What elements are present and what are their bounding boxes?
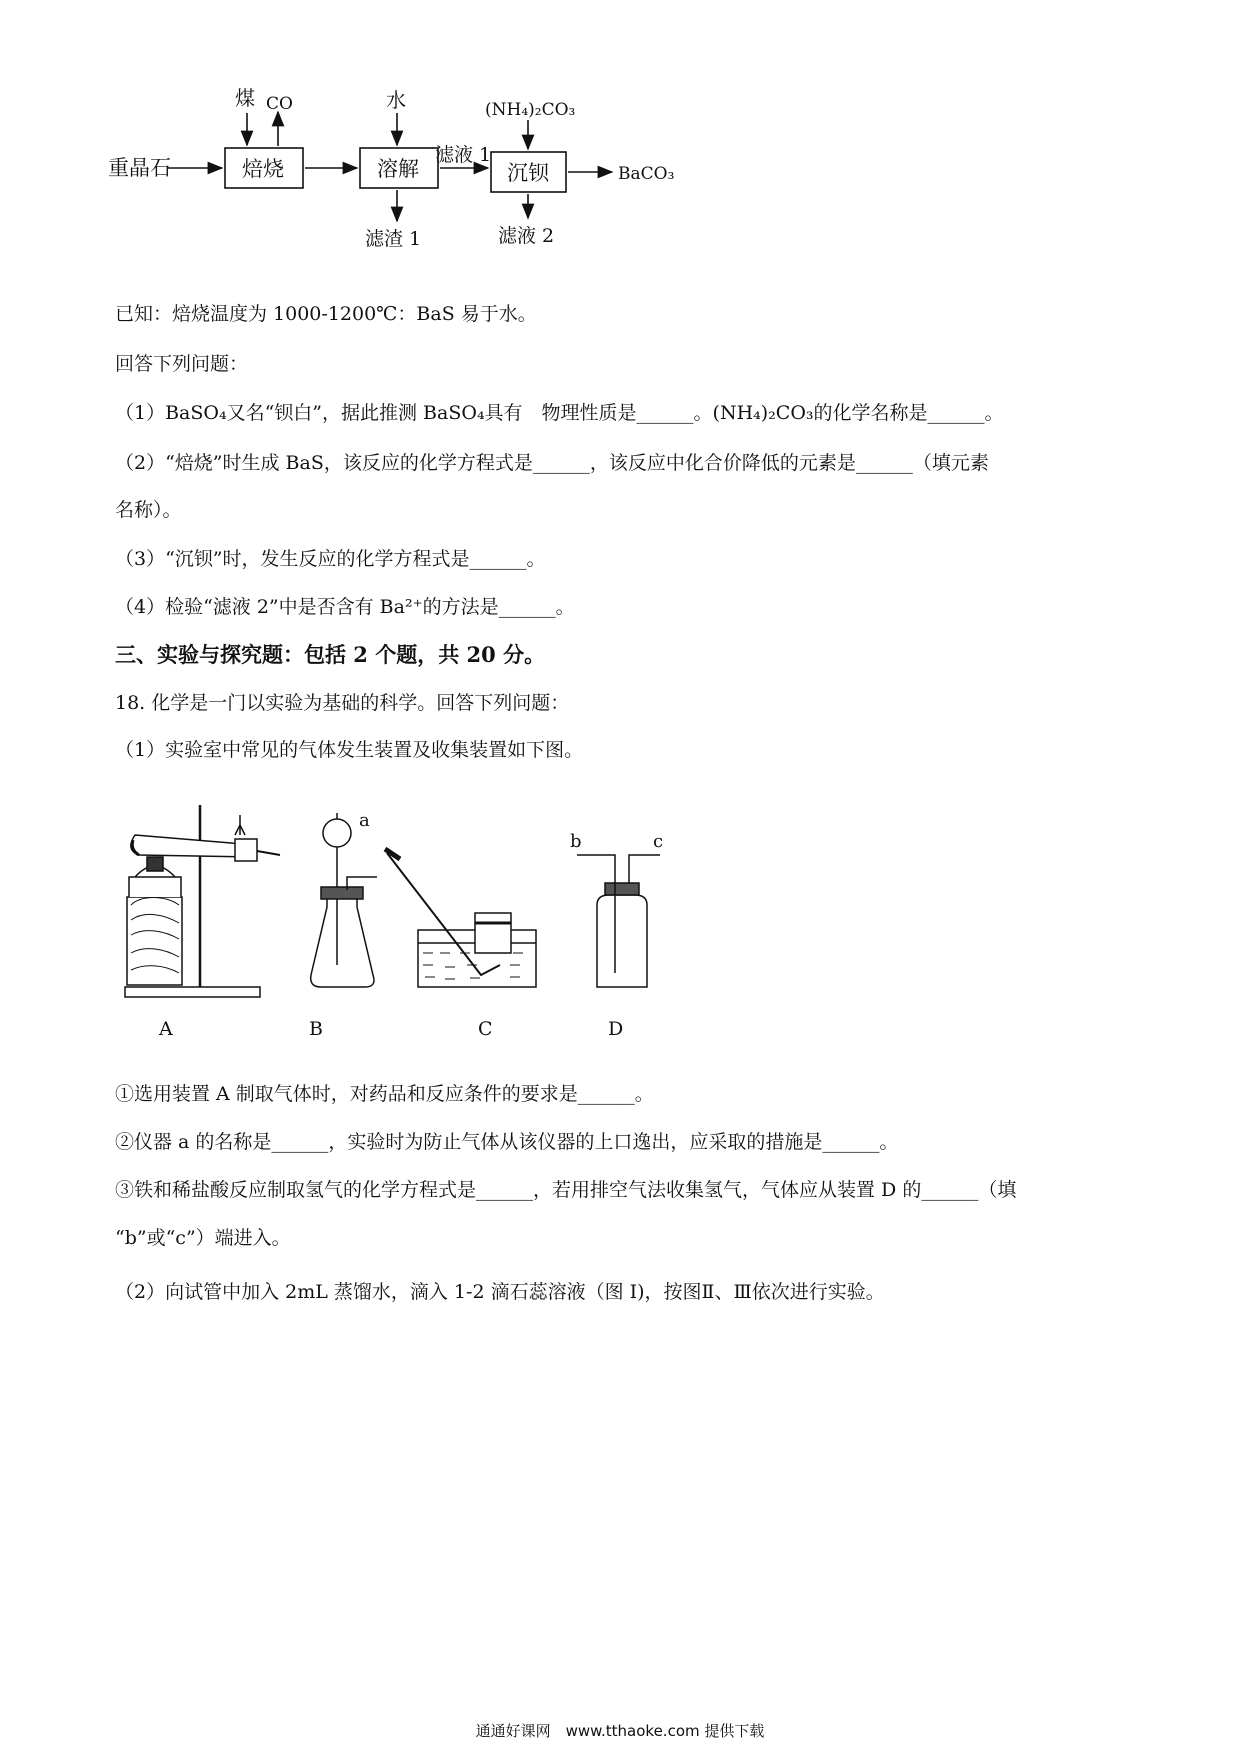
flow-product: BaCO₃	[618, 164, 675, 184]
answer-prompt: 回答下列问题：	[115, 353, 249, 375]
apparatus-C	[385, 849, 536, 987]
flow-co: CO	[266, 94, 293, 114]
question-3: （3）“沉钡”时，发生反应的化学方程式是______。	[115, 548, 546, 570]
question-2-line1: （2）“焙烧”时生成 BaS，该反应的化学方程式是______，该反应中化合价降低的元素是______（填元素	[115, 452, 989, 474]
caption-A: A	[159, 1018, 173, 1040]
flow-reagent: (NH₄)₂CO₃	[485, 100, 576, 120]
question-4: （4）检验“滤液 2”中是否含有 Ba²⁺的方法是______。	[115, 596, 575, 618]
page-footer: 通通好课网 www.tthaoke.com 提供下载	[475, 1722, 765, 1740]
section-3-heading: 三、实验与探究题：包括 2 个题，共 20 分。	[115, 642, 546, 667]
caption-D: D	[608, 1018, 624, 1040]
flow-input: 重晶石	[108, 156, 171, 180]
flow-residue1: 滤渣 1	[365, 228, 422, 250]
sub-question-1: ①选用装置 A 制取气体时，对药品和反应条件的要求是______。	[115, 1083, 654, 1105]
flow-step-dissolve: 溶解	[377, 157, 419, 181]
label-c: c	[653, 831, 664, 852]
known-condition: 已知：焙烧温度为 1000-1200℃：BaS 易于水。	[115, 303, 537, 325]
process-flowchart	[100, 85, 800, 285]
label-a: a	[359, 810, 370, 831]
question-2-line2: 名称）。	[115, 499, 182, 521]
apparatus-A	[125, 805, 280, 997]
question-18-part2: （2）向试管中加入 2mL 蒸馏水，滴入 1-2 滴石蕊溶液（图 I)，按图Ⅱ、Ⅲ依次进行实验。	[115, 1281, 885, 1303]
flow-filtrate1: 滤液 1	[435, 144, 492, 166]
flow-step-roast: 焙烧	[242, 157, 284, 181]
caption-B: B	[309, 1018, 323, 1040]
flow-step-precipitate: 沉钡	[507, 161, 549, 185]
question-18-part1: （1）实验室中常见的气体发生装置及收集装置如下图。	[115, 739, 584, 761]
question-18: 18. 化学是一门以实验为基础的科学。回答下列问题：	[115, 692, 570, 714]
apparatus-D	[577, 855, 660, 987]
apparatus-figure	[115, 795, 765, 1045]
sub-question-3-line1: ③铁和稀盐酸反应制取氢气的化学方程式是______，若用排空气法收集氢气，气体应从装置 D 的______（填	[115, 1179, 1017, 1201]
apparatus-B	[311, 813, 377, 987]
sub-question-3-line2: “b”或“c”）端进入。	[115, 1227, 291, 1249]
flow-filtrate2: 滤液 2	[498, 225, 555, 247]
question-1: （1）BaSO₄又名“钡白”，据此推测 BaSO₄具有 物理性质是______。(NH₄)₂CO₃的化学名称是______。	[115, 402, 1004, 424]
sub-question-2: ②仪器 a 的名称是______，实验时为防止气体从该仪器的上口逸出，应采取的措施是______。	[115, 1131, 899, 1153]
caption-C: C	[478, 1018, 493, 1040]
flow-coal: 煤	[235, 86, 255, 110]
label-b: b	[570, 831, 582, 852]
flow-water: 水	[386, 88, 406, 112]
